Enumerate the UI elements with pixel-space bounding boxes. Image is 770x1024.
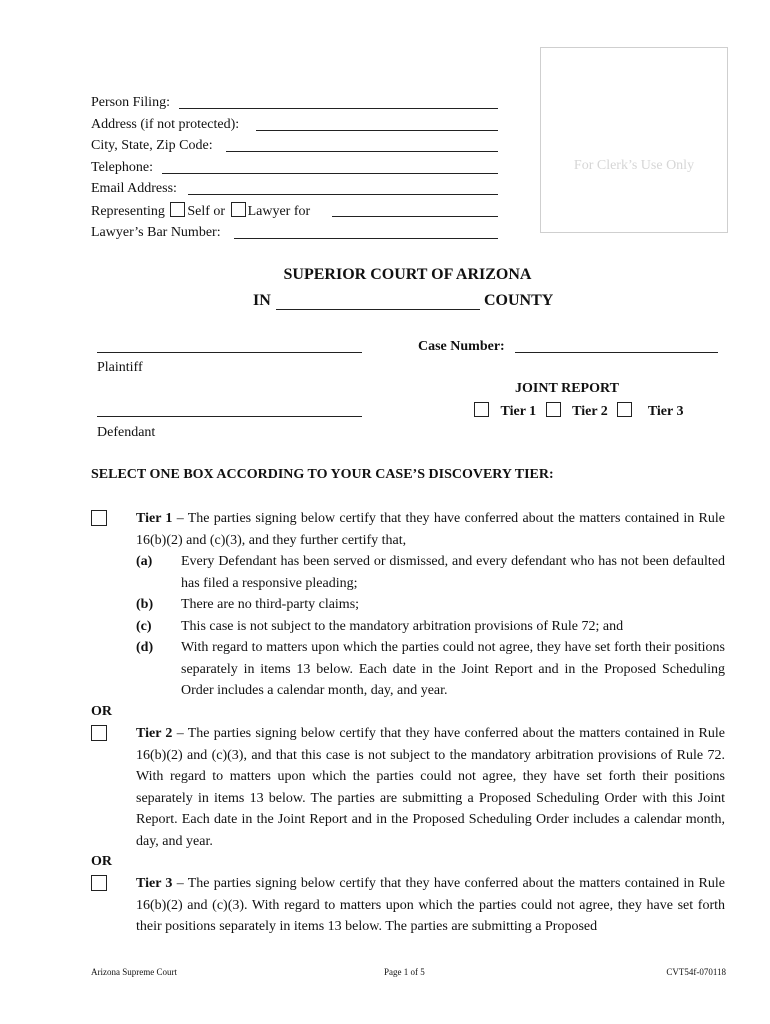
tier1-item-b-label: (b)	[136, 597, 154, 612]
joint-report-title: JOINT REPORT	[515, 381, 619, 396]
tier3-paragraph	[136, 873, 725, 938]
tier1-caption-checkbox[interactable]	[474, 402, 489, 417]
representing-row	[91, 202, 310, 221]
tier1-item-a	[136, 551, 725, 595]
footer-form-code: CVT54f-070118	[666, 967, 726, 977]
clerk-use-box	[540, 47, 728, 233]
person-filing-field[interactable]	[179, 108, 498, 109]
self-label: Self or	[187, 204, 226, 219]
tier3-intro: – The parties signing below certify that they have conferred about the matters contained in Rule 16(b)(2) and (c)(3). With regard to matters upon which the parties could not agree, they have set forth their positions separately in items 13 below. The parties are submitting a Proposed	[136, 876, 725, 934]
tier3-title: Tier 3	[136, 876, 173, 891]
tier1-checkbox[interactable]	[91, 510, 107, 526]
plaintiff-label: Plaintiff	[97, 360, 143, 375]
representing-label: Representing	[91, 204, 165, 219]
telephone-field[interactable]	[162, 173, 498, 174]
bar-number-label: Lawyer’s Bar Number:	[91, 225, 221, 240]
court-county-label: COUNTY	[484, 292, 554, 309]
bar-number-field[interactable]	[234, 238, 498, 239]
clerk-use-label: For Clerk’s Use Only	[573, 158, 695, 173]
court-title: SUPERIOR COURT OF ARIZONA	[283, 266, 532, 283]
person-filing-label: Person Filing:	[91, 95, 170, 110]
lawyer-for-label: Lawyer for	[247, 204, 311, 219]
address-field[interactable]	[256, 130, 498, 131]
plaintiff-field[interactable]	[97, 352, 362, 353]
tier1-item-c-label: (c)	[136, 619, 152, 634]
lawyer-for-field[interactable]	[332, 216, 498, 217]
or-separator-1: OR	[91, 704, 112, 719]
tier1-item-d	[136, 637, 725, 703]
county-field[interactable]	[276, 309, 480, 310]
email-label: Email Address:	[91, 181, 177, 196]
tier1-paragraph	[136, 508, 725, 551]
tier1-item-c-text: This case is not subject to the mandatory arbitration provisions of Rule 72; and	[181, 619, 624, 634]
tier1-item-a-text: Every Defendant has been served or dismissed, and every defendant who has not been defaulted has filed a responsive pleading;	[181, 554, 725, 591]
case-number-field[interactable]	[515, 352, 718, 353]
lawyer-checkbox[interactable]	[231, 202, 246, 217]
city-label: City, State, Zip Code:	[91, 138, 213, 153]
tier3-checkbox[interactable]	[91, 875, 107, 891]
tier-select-row	[472, 402, 683, 421]
tier1-item-b	[136, 594, 725, 616]
address-label: Address (if not protected):	[91, 117, 240, 132]
defendant-label: Defendant	[97, 425, 156, 440]
court-in-label: IN	[253, 292, 271, 309]
tier1-item-d-label: (d)	[136, 640, 154, 655]
tier2-caption-label: Tier 2	[572, 404, 608, 419]
tier1-item-a-label: (a)	[136, 554, 153, 569]
city-field[interactable]	[226, 151, 498, 152]
tier1-caption-label: Tier 1	[500, 404, 537, 419]
self-checkbox[interactable]	[170, 202, 185, 217]
defendant-field[interactable]	[97, 416, 362, 417]
email-field[interactable]	[188, 194, 498, 195]
tier2-title: Tier 2	[136, 726, 173, 741]
tier3-caption-checkbox[interactable]	[617, 402, 632, 417]
tier1-item-b-text: There are no third-party claims;	[181, 597, 360, 612]
select-tier-heading: SELECT ONE BOX ACCORDING TO YOUR CASE’S DISCOVERY TIER:	[91, 467, 554, 482]
footer-left: Arizona Supreme Court	[91, 967, 177, 977]
or-separator-2: OR	[91, 854, 112, 869]
tier2-paragraph	[136, 723, 725, 852]
tier2-caption-checkbox[interactable]	[546, 402, 561, 417]
tier1-item-c	[136, 616, 725, 638]
tier2-intro: – The parties signing below certify that they have conferred about the matters contained in Rule 16(b)(2) and (c)(3), and that this case is not subject to the mandatory arbitration provisions of Rule 72. With regard to matters upon which the parties could not agree, they have set forth their positions separately in items 13 below. The parties are submitting a Proposed Scheduling Order with this Joint Report. Each date in the Joint Report and in the Proposed Scheduling Order includes a calendar month, day, and year.	[136, 726, 725, 849]
tier1-item-d-text: With regard to matters upon which the parties could not agree, they have set forth their positions separately in items 13 below. Each date in the Joint Report and in the Proposed Scheduling Order includes a calendar month, day, and year.	[181, 640, 725, 698]
case-number-label: Case Number:	[418, 339, 505, 354]
tier3-caption-label: Tier 3	[647, 404, 684, 419]
tier2-checkbox[interactable]	[91, 725, 107, 741]
tier1-intro: – The parties signing below certify that they have conferred about the matters contained in Rule 16(b)(2) and (c)(3), and they further certify that,	[136, 511, 725, 548]
footer-page-number: Page 1 of 5	[384, 967, 425, 977]
telephone-label: Telephone:	[91, 160, 153, 175]
tier1-title: Tier 1	[136, 511, 173, 526]
